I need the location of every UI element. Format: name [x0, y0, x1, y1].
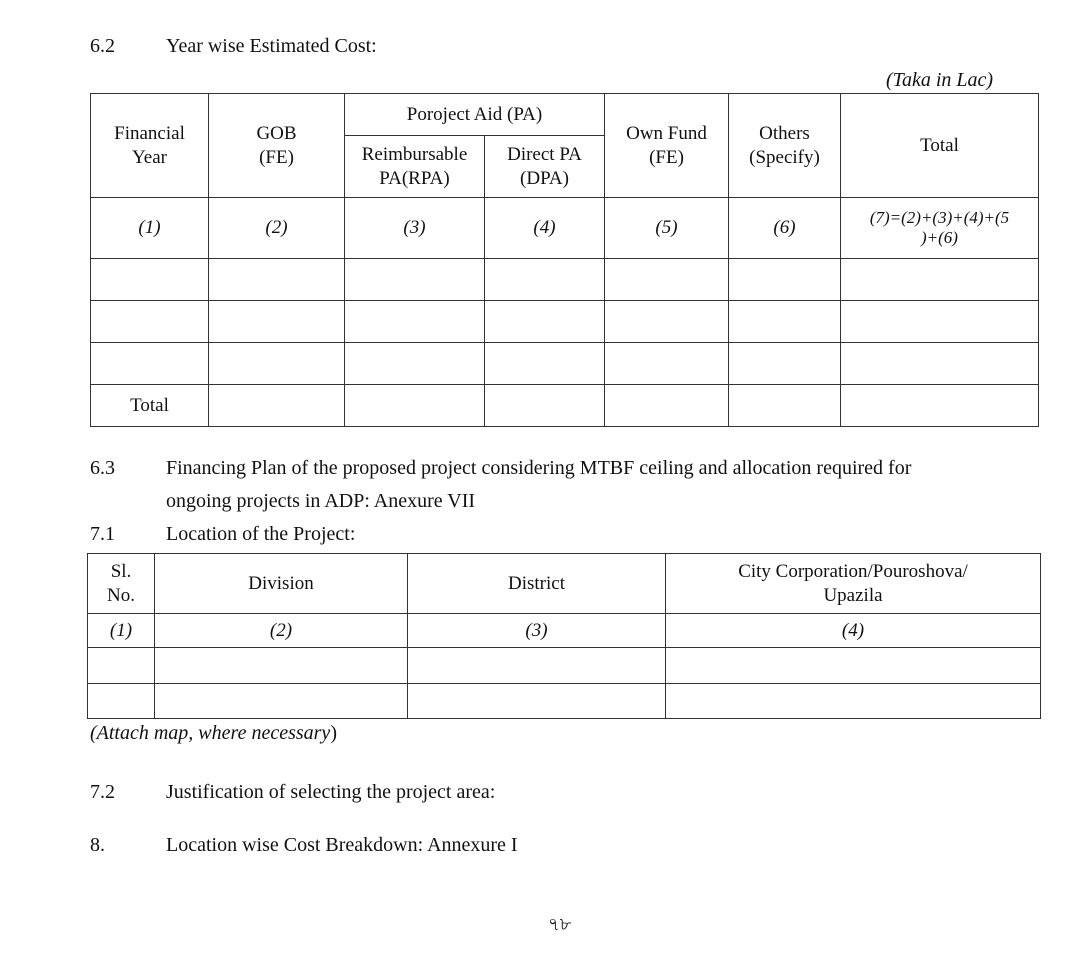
- header-others: Others (Specify): [729, 94, 841, 198]
- col-number: (4): [485, 198, 605, 259]
- header-gob: GOB (FE): [209, 94, 345, 198]
- header-own-fund: Own Fund (FE): [605, 94, 729, 198]
- header-division: Division: [155, 554, 408, 614]
- col-number: (3): [408, 614, 666, 648]
- column-number-row: [88, 614, 1041, 648]
- header-rpa: Reimbursable PA(RPA): [345, 136, 485, 198]
- year-wise-cost-table: [90, 93, 1039, 427]
- table-row: [91, 343, 1039, 385]
- section-7-2-number: 7.2: [90, 781, 115, 803]
- section-6-3-number: 6.3: [90, 457, 115, 479]
- header-dpa: Direct PA (DPA): [485, 136, 605, 198]
- col-number: (6): [729, 198, 841, 259]
- section-6-3-line-2: ongoing projects in ADP: Anexure VII: [166, 490, 476, 512]
- section-6-2-number: 6.2: [90, 35, 115, 57]
- header-project-aid: Poroject Aid (PA): [345, 94, 605, 136]
- column-number-row: [91, 198, 1039, 259]
- section-6-3-line-1: Financing Plan of the proposed project considering MTBF ceiling and allocation required for: [166, 457, 912, 479]
- col-number: (4): [666, 614, 1041, 648]
- table-row: [91, 301, 1039, 343]
- col-number: (1): [88, 614, 155, 648]
- header-city-corporation: City Corporation/Pouroshova/ Upazila: [666, 554, 1041, 614]
- header-district: District: [408, 554, 666, 614]
- section-7-2-title: Justification of selecting the project area:: [166, 781, 496, 803]
- section-8-title: Location wise Cost Breakdown: Annexure I: [166, 834, 518, 856]
- col-number-total-formula: (7)=(2)+(3)+(4)+(5 )+(6): [841, 198, 1039, 259]
- total-row-label: Total: [91, 385, 209, 427]
- attach-map-note: (Attach map, where necessary): [90, 722, 337, 744]
- unit-note: (Taka in Lac): [886, 69, 994, 91]
- location-table: [87, 553, 1041, 719]
- section-8-number: 8.: [90, 834, 105, 856]
- header-sl-no: Sl. No.: [88, 554, 155, 614]
- col-number: (2): [209, 198, 345, 259]
- col-number: (2): [155, 614, 408, 648]
- col-number: (3): [345, 198, 485, 259]
- section-7-1-title: Location of the Project:: [166, 523, 356, 545]
- page-number: ৭৮: [548, 914, 572, 935]
- table-row: [88, 648, 1041, 684]
- col-number: (1): [91, 198, 209, 259]
- total-row: [91, 385, 1039, 427]
- table-row: [88, 684, 1041, 719]
- section-7-1-number: 7.1: [90, 523, 115, 545]
- col-number: (5): [605, 198, 729, 259]
- section-6-2-title: Year wise Estimated Cost:: [166, 35, 377, 57]
- header-total: Total: [841, 94, 1039, 198]
- header-financial-year: Financial Year: [91, 94, 209, 198]
- table-row: [91, 259, 1039, 301]
